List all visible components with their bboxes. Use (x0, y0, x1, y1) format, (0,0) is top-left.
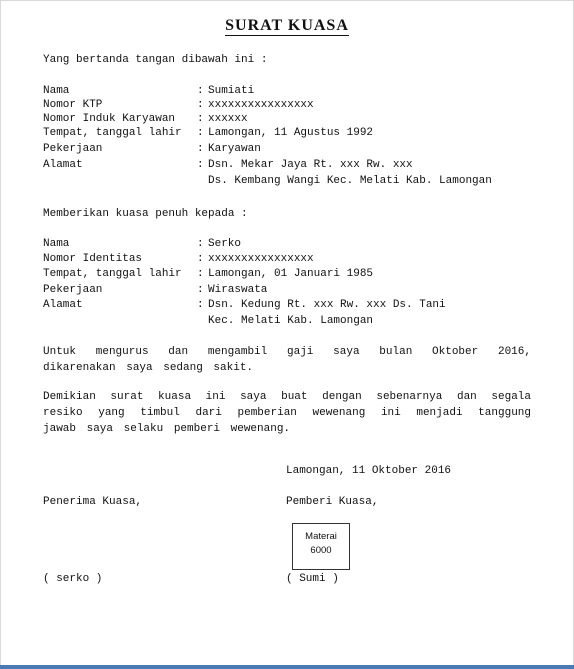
grantee-ttl-label: Tempat, tanggal lahir (43, 268, 182, 280)
colon: : (197, 113, 204, 125)
grantee-alamat-line1: Dsn. Kedung Rt. xxx Rw. xxx Ds. Tani (208, 299, 446, 311)
colon: : (197, 268, 204, 280)
grantor-ktp-label: Nomor KTP (43, 99, 103, 111)
pemberi-name: ( Sumi ) (286, 573, 339, 585)
materai-value: 6000 (310, 545, 332, 556)
transition-text: Memberikan kuasa penuh kepada : (43, 208, 248, 220)
grantor-nik-label: Nomor Induk Karyawan (43, 113, 176, 125)
penerima-name: ( serko ) (43, 573, 103, 585)
document-title: SURAT KUASA (225, 17, 349, 34)
colon: : (197, 99, 204, 111)
grantor-ttl-value: Lamongan, 11 Agustus 1992 (208, 127, 374, 139)
grantor-pekerjaan-label: Pekerjaan (43, 143, 103, 155)
window-bottom-edge (0, 665, 574, 669)
grantor-ktp-value: xxxxxxxxxxxxxxxx (208, 99, 314, 111)
colon: : (197, 299, 204, 311)
grantor-ttl-label: Tempat, tanggal lahir (43, 127, 182, 139)
colon: : (197, 127, 204, 139)
colon: : (197, 284, 204, 296)
grantee-id-value: xxxxxxxxxxxxxxxx (208, 253, 314, 265)
materai-stamp (292, 523, 350, 570)
grantee-nama-value: Serko (208, 238, 242, 250)
grantor-alamat-label: Alamat (43, 159, 83, 171)
purpose-paragraph: Untuk mengurus dan mengambil gaji saya bulan Oktober 2016, dikarenakan saya sedang sakit. (43, 346, 531, 374)
grantor-nama-label: Nama (43, 85, 70, 97)
intro-text: Yang bertanda tangan dibawah ini : (43, 54, 268, 66)
grantee-ttl-value: Lamongan, 01 Januari 1985 (208, 268, 374, 280)
grantor-alamat-line1: Dsn. Mekar Jaya Rt. xxx Rw. xxx (208, 159, 413, 171)
grantor-alamat-line2: Ds. Kembang Wangi Kec. Melati Kab. Lamongan (208, 175, 492, 187)
grantee-id-label: Nomor Identitas (43, 253, 143, 265)
grantee-nama-label: Nama (43, 238, 70, 250)
grantor-pekerjaan-value: Karyawan (208, 143, 261, 155)
colon: : (197, 238, 204, 250)
materai-text: Materai (305, 531, 337, 542)
pemberi-label: Pemberi Kuasa, (286, 496, 379, 508)
penerima-label: Penerima Kuasa, (43, 496, 143, 508)
closing-paragraph: Demikian surat kuasa ini saya buat dengan sebenarnya dan segala resiko yang timbul dari pemberian wewenang ini menjadi tanggung jawab saya selaku pemberi wewenang. (43, 391, 531, 435)
colon: : (197, 253, 204, 265)
grantee-pekerjaan-label: Pekerjaan (43, 284, 103, 296)
grantee-alamat-line2: Kec. Melati Kab. Lamongan (208, 315, 374, 327)
colon: : (197, 143, 204, 155)
grantee-pekerjaan-value: Wiraswata (208, 284, 268, 296)
colon: : (197, 85, 204, 97)
colon: : (197, 159, 204, 171)
grantor-nik-value: xxxxxx (208, 113, 248, 125)
grantee-alamat-label: Alamat (43, 299, 83, 311)
grantor-nama-value: Sumiati (208, 85, 255, 97)
place-date: Lamongan, 11 Oktober 2016 (286, 465, 452, 477)
